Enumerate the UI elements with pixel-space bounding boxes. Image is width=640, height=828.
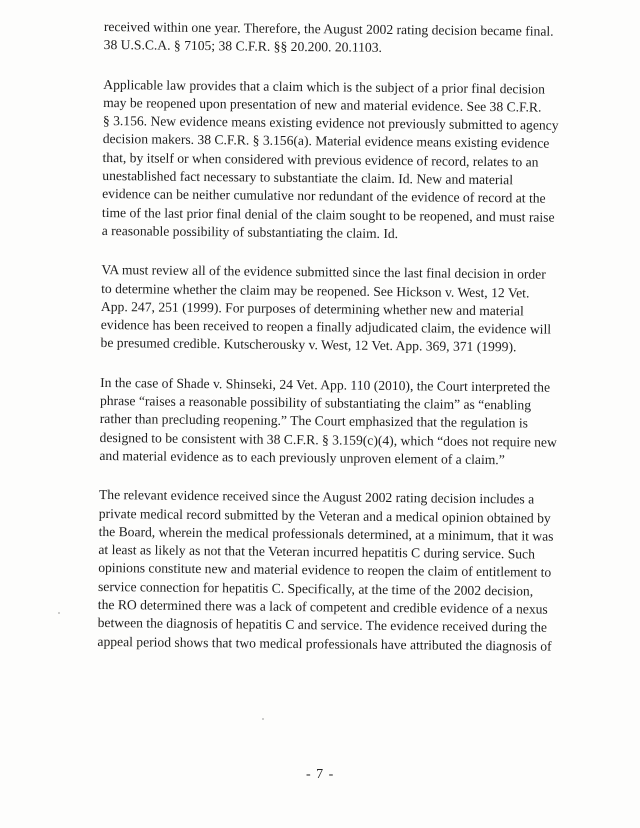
text-line: decision makers. 38 C.F.R. § 3.156(a). Material evidence means existing evidence bbox=[102, 131, 550, 152]
text-line: § 3.156. New evidence means existing evidence not previously submitted to agency bbox=[102, 113, 559, 133]
text-line: unestablished fact necessary to substantiate the claim. Id. New and material bbox=[102, 168, 514, 188]
paragraph-3 bbox=[100, 261, 561, 357]
paragraph-2 bbox=[102, 76, 564, 245]
text-line: to determine whether the claim may be reopened. See Hickson v. West, 12 Vet. bbox=[101, 280, 530, 301]
text-line: 38 U.S.C.A. § 7105; 38 C.F.R. §§ 20.200. 20.1103. bbox=[103, 37, 383, 56]
paragraph-4 bbox=[99, 374, 560, 470]
text-line: private medical record submitted by the Veteran and a medical opinion obtained by bbox=[98, 505, 551, 526]
text-line: VA must review all of the evidence submitted since the last final decision in order bbox=[101, 262, 546, 282]
text-line: appeal period shows that two medical professionals have attributed the diagnosis of bbox=[97, 633, 552, 654]
text-line: In the case of Shade v. Shinseki, 24 Vet. App. 110 (2010), the Court interpreted the bbox=[100, 374, 551, 395]
text-line: The relevant evidence received since the August 2002 rating decision includes a bbox=[98, 487, 535, 507]
paragraph-5 bbox=[97, 486, 559, 655]
text-line: the RO determined there was a lack of competent and credible evidence of a nexus bbox=[97, 596, 548, 617]
scan-speck bbox=[262, 718, 264, 720]
scan-speck bbox=[58, 612, 60, 614]
document-body bbox=[97, 18, 564, 677]
text-line: at least as likely as not that the Veteran incurred hepatitis C during service. Such bbox=[98, 542, 536, 562]
page-number: - 7 - bbox=[306, 767, 335, 782]
text-line: rather than precluding reopening.” The Court emphasized that the regulation is bbox=[99, 411, 529, 431]
text-line: phrase “raises a reasonable possibility of substantiating the claim” as “enabling bbox=[99, 393, 532, 413]
text-line: service connection for hepatitis C. Specifically, at the time of the 2002 decision, bbox=[97, 578, 534, 599]
paragraph-1 bbox=[104, 18, 564, 59]
text-line: received within one year. Therefore, the August 2002 rating decision became final. bbox=[103, 18, 554, 39]
text-line: that, by itself or when considered with previous evidence of record, relates to an bbox=[102, 149, 539, 170]
text-line: designed to be consistent with 38 C.F.R. § 3.159(c)(4), which “does not require new bbox=[99, 429, 557, 450]
text-line: the Board, wherein the medical professionals determined, at a minimum, that it was bbox=[98, 523, 554, 544]
text-line: and material evidence as to each previously unproven element of a claim.” bbox=[99, 447, 505, 468]
text-line: evidence has been received to reopen a finally adjudicated claim, the evidence will bbox=[100, 317, 552, 337]
text-line: may be reopened upon presentation of new and material evidence. See 38 C.F.R. bbox=[103, 94, 542, 115]
text-line: Applicable law provides that a claim which is the subject of a prior final decision bbox=[103, 76, 546, 97]
text-line: be presumed credible. Kutscherousky v. West, 12 Vet. App. 369, 371 (1999). bbox=[100, 335, 517, 355]
text-line: a reasonable possibility of substantiating the claim. Id. bbox=[101, 222, 399, 242]
text-line: between the diagnosis of hepatitis C and service. The evidence received during the bbox=[97, 615, 548, 635]
text-line: opinions constitute new and material evidence to reopen the claim of entitlement to bbox=[98, 560, 552, 581]
text-line: App. 247, 251 (1999). For purposes of determining whether new and material bbox=[100, 298, 524, 319]
text-line: evidence can be neither cumulative nor redundant of the evidence of record at the bbox=[102, 186, 546, 207]
text-line: time of the last prior final denial of the claim sought to be reopened, and must raise bbox=[101, 204, 555, 225]
